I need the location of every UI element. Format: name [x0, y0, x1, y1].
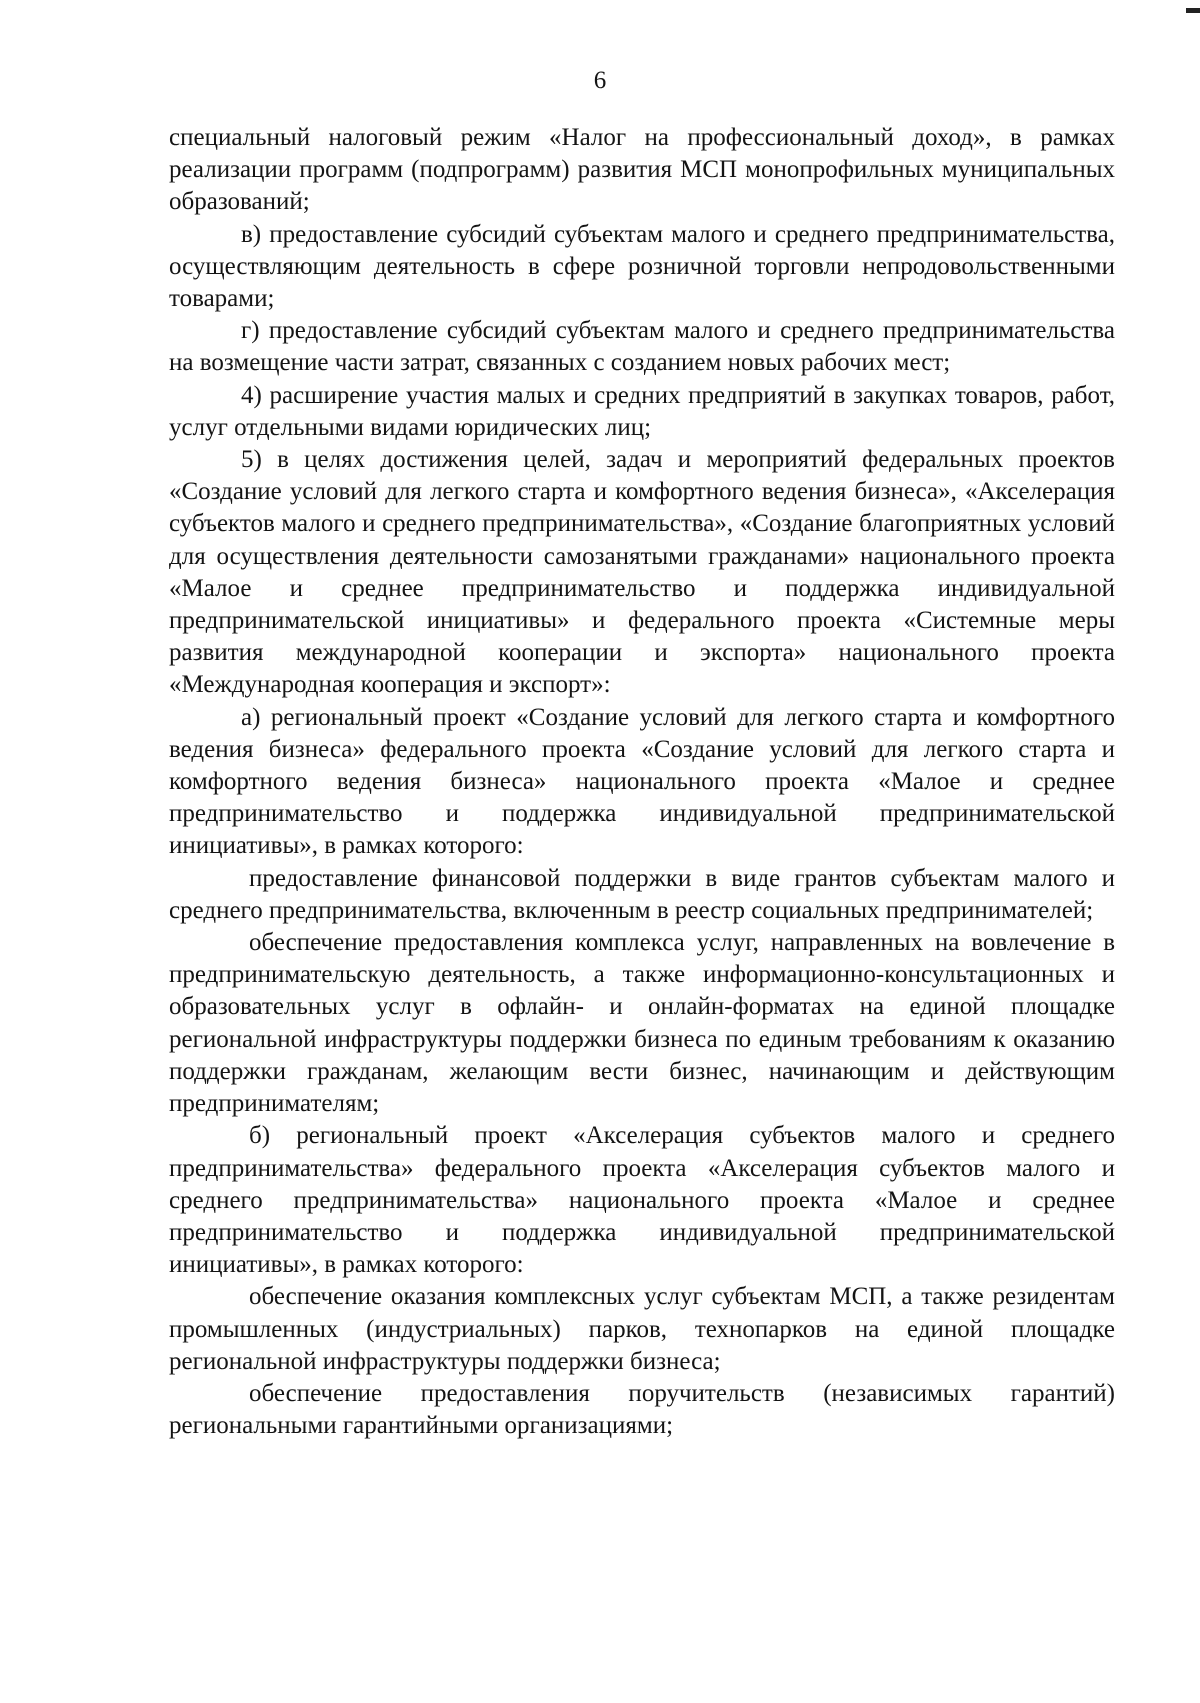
paragraph-item-a: а) региональный проект «Создание условий для легкого старта и комфортного ведения бизнеса» федерального проекта «Создание условий для легкого старта и комфортного ведения бизнеса» национального проекта «Малое и среднее предпринимательство и поддержка индивидуальной предпринимательской инициативы», в рамках которого:	[169, 703, 1115, 860]
paragraph-item-v: в) предоставление субсидий субъектам малого и среднего предпринимательства, осуществляющим деятельность в сфере розничной торговли непродовольственными товарами;	[169, 220, 1115, 313]
document-body	[169, 122, 1115, 1442]
paragraph-complex-services: обеспечение оказания комплексных услуг субъектам МСП, а также резидентам промышленных (индустриальных) парков, технопарков на единой площадке региональной инфраструктуры поддержки бизнеса;	[169, 1283, 1115, 1375]
paragraph-tax-regime: специальный налоговый режим «Налог на профессиональный доход», в рамках реализации программ (подпрограмм) развития МСП монопрофильных муниципальных образований;	[169, 124, 1115, 216]
paragraph-item-4: 4) расширение участия малых и средних предприятий в закупках товаров, работ, услуг отдельными видами юридических лиц;	[169, 381, 1115, 441]
paragraph-guarantees: обеспечение предоставления поручительств (независимых гарантий) региональными гарантийными организациями;	[169, 1379, 1115, 1440]
paragraph-item-g: г) предоставление субсидий субъектам малого и среднего предпринимательства на возмещение части затрат, связанных с созданием новых рабочих мест;	[169, 317, 1115, 377]
paragraph-services-complex: обеспечение предоставления комплекса услуг, направленных на вовлечение в предпринимательскую деятельность, а также информационно-консультационных и образовательных услуг в офлайн- и онлайн-форматах на единой площадке региональной инфраструктуры поддержки бизнеса по единым требованиям к оказанию поддержки гражданам, желающим вести бизнес, начинающим и действующим предпринимателям;	[169, 929, 1115, 1118]
paragraph-item-b: б) региональный проект «Акселерация субъектов малого и среднего предпринимательства» федерального проекта «Акселерация субъектов малого и среднего предпринимательства» национального проекта «Малое и среднее предпринимательство и поддержка индивидуальной предпринимательской инициативы», в рамках которого:	[169, 1122, 1115, 1279]
paragraph-item-5: 5) в целях достижения целей, задач и мероприятий федеральных проектов «Создание условий для легкого старта и комфортного ведения бизнеса», «Акселерация субъектов малого и среднего предпринимательства», «Создание благоприятных условий для осуществления деятельности самозанятыми гражданами» национального проекта «Малое и среднее предпринимательство и поддержка индивидуальной предпринимательской инициативы» и федерального проекта «Системные меры развития международной кооперации и экспорта» национального проекта «Международная кооперация и экспорт»:	[169, 446, 1115, 699]
scan-corner-mark	[1186, 8, 1200, 13]
page-number: 6	[593, 67, 607, 94]
paragraph-grants: предоставление финансовой поддержки в виде грантов субъектам малого и среднего предпринимательства, включенным в реестр социальных предпринимателей;	[169, 864, 1115, 924]
